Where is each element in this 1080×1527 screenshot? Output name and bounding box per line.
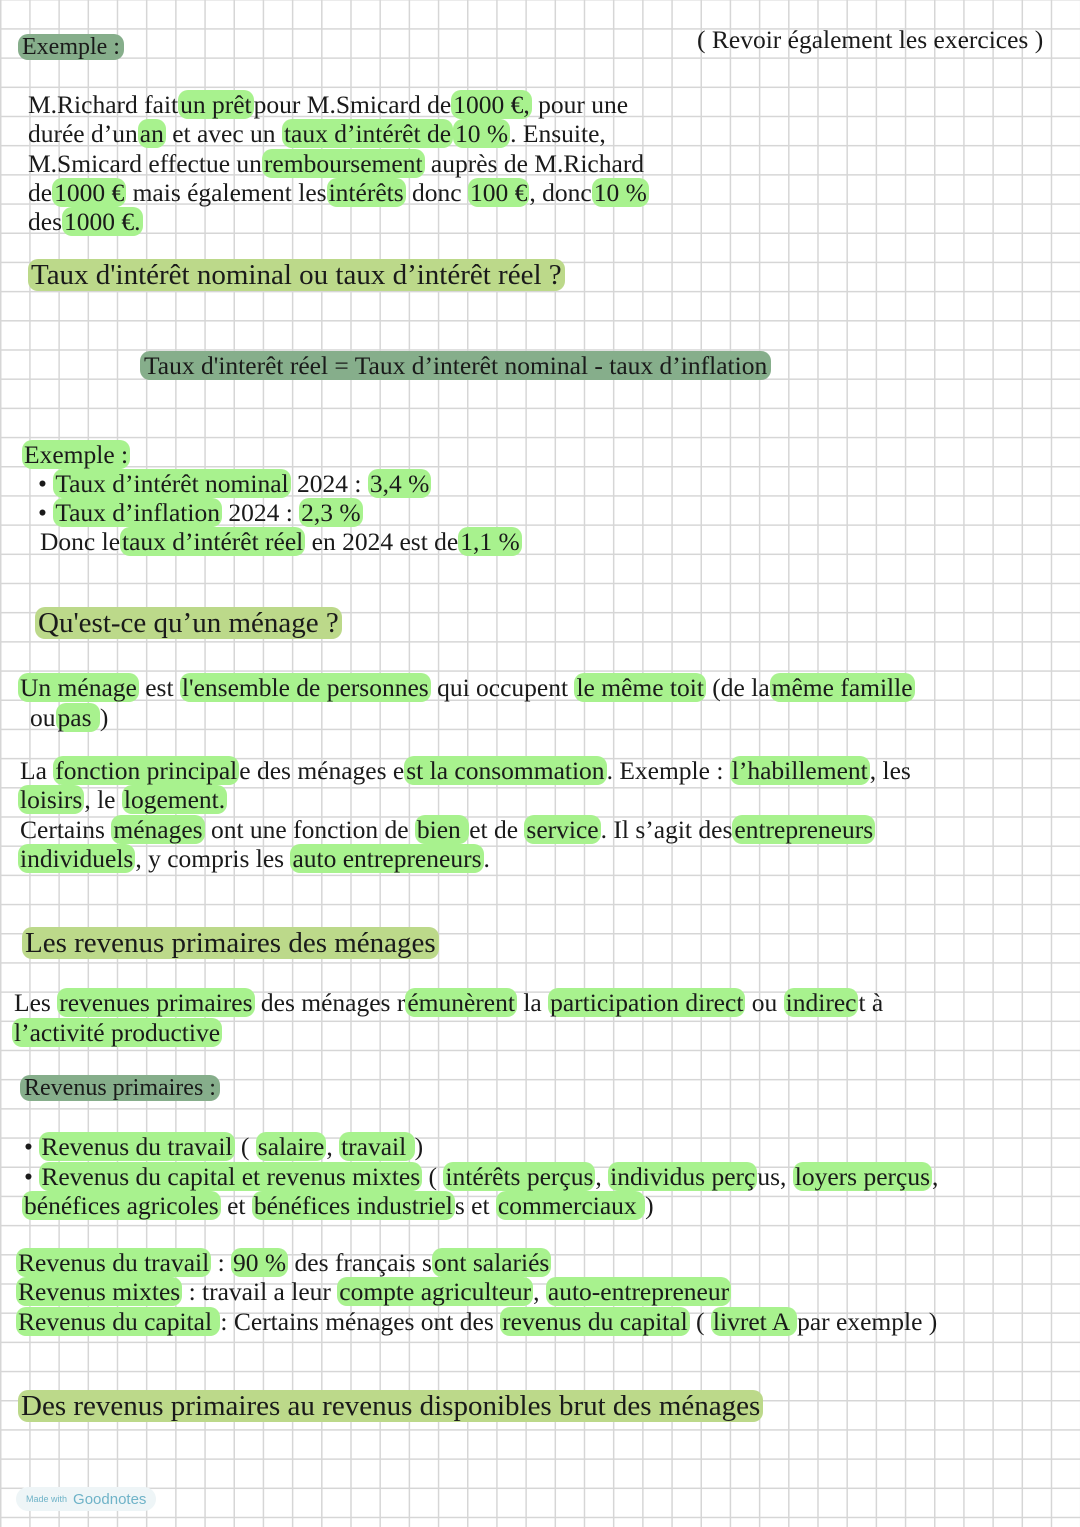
- highlighted-text: fonction principal: [55, 756, 238, 785]
- highlighted-text: taux d’intérêt de: [283, 119, 452, 148]
- highlighted-text: 90 %: [233, 1248, 287, 1277]
- text-segment: ou: [745, 988, 784, 1017]
- bullet-line: [22, 1191, 654, 1221]
- heading-revenus: [22, 928, 439, 958]
- highlighted-text: auto-entrepreneur: [547, 1277, 730, 1306]
- highlighted-text: intérêts perçus: [445, 1162, 594, 1191]
- highlighted-text: 2,3 %: [301, 498, 361, 527]
- highlighted-text: 1000 €.: [64, 207, 141, 236]
- highlighted-text: 1,1 %: [460, 527, 520, 556]
- text-segment: .: [483, 844, 490, 873]
- text-segment: 2024 :: [221, 498, 300, 527]
- text-segment: (: [234, 1132, 256, 1161]
- highlighted-text: loyers perçus: [794, 1162, 931, 1191]
- text-segment: M.Richard fait: [28, 90, 179, 119]
- bullet-line: [24, 1162, 938, 1192]
- paragraph-line: [16, 1277, 731, 1307]
- bullet-line: [24, 1132, 423, 1162]
- text-segment: Certains: [20, 815, 112, 844]
- text-segment: . Exemple :: [606, 756, 730, 785]
- paragraph-line: [16, 1248, 551, 1278]
- text-segment: ont une fonction de: [204, 815, 415, 844]
- goodnotes-badge: [16, 1487, 156, 1511]
- text-segment: des ménages r: [254, 988, 406, 1017]
- highlighted-text: indirec: [785, 988, 857, 1017]
- text-segment: •: [24, 1132, 40, 1161]
- highlighted-text: pas: [57, 703, 98, 732]
- highlighted-text: 10 %: [593, 178, 647, 207]
- text-segment: ,: [595, 1162, 609, 1191]
- text-segment: . Il s’agit des: [600, 815, 733, 844]
- text-segment: ( Revoir également les exercices ): [697, 25, 1044, 54]
- highlighted-text: Taux d'interêt réel = Taux d’interêt nominal - taux d’inflation: [140, 351, 771, 380]
- badge-brand: Goodnotes: [73, 1490, 147, 1508]
- highlighted-text: an: [139, 119, 164, 148]
- highlighted-text: l’activité productive: [14, 1018, 221, 1047]
- highlighted-text: l'ensemble de personnes: [181, 673, 429, 702]
- highlighted-text: l’habillement: [731, 756, 868, 785]
- highlighted-text: Taux d'intérêt nominal ou taux d’intérêt réel ?: [28, 259, 565, 291]
- heading-disponibles: [18, 1391, 763, 1421]
- text-segment: •: [24, 1162, 40, 1191]
- highlighted-text: revenues primaires: [59, 988, 253, 1017]
- highlighted-text: 10 %: [455, 119, 509, 148]
- text-segment: auprès de M.Richard: [424, 149, 645, 178]
- highlighted-text: ont salariés: [433, 1248, 550, 1277]
- highlighted-text: revenus du capital: [502, 1307, 688, 1336]
- text-segment: ,: [326, 1132, 340, 1161]
- paragraph-line: [28, 149, 644, 179]
- exemple-label: [18, 32, 124, 62]
- highlighted-text: travail: [341, 1132, 413, 1161]
- highlighted-text: auto entrepreneurs: [292, 844, 482, 873]
- highlighted-text: salaire: [257, 1132, 325, 1161]
- highlighted-text: un prêt: [180, 90, 252, 119]
- paragraph-line: [14, 988, 883, 1018]
- text-segment: Donc le: [40, 527, 121, 556]
- text-segment: •: [38, 469, 54, 498]
- text-segment: , y compris les: [135, 844, 291, 873]
- paragraph-line: [28, 119, 606, 149]
- highlighted-text: bien: [416, 815, 468, 844]
- text-segment: mais également les: [126, 178, 327, 207]
- highlighted-text: Exemple :: [18, 34, 124, 60]
- highlighted-text: 1000 €: [54, 178, 125, 207]
- text-segment: t à: [858, 988, 884, 1017]
- text-segment: e des ménages e: [239, 756, 405, 785]
- text-segment: (: [422, 1162, 444, 1191]
- bullet-line: [38, 469, 431, 499]
- highlighted-text: Revenus primaires :: [20, 1075, 220, 1101]
- highlighted-text: Exemple :: [24, 440, 129, 469]
- highlighted-text: intérêts: [328, 178, 404, 207]
- text-segment: ): [414, 1132, 424, 1161]
- paragraph-line: [18, 844, 490, 874]
- highlighted-text: Revenus du capital et revenus mixtes: [41, 1162, 421, 1191]
- highlighted-text: taux d’intérêt réel: [122, 527, 304, 556]
- highlighted-text: Des revenus primaires au revenus disponibles brut des ménages: [18, 1390, 763, 1422]
- highlighted-text: bénéfices agricoles: [24, 1191, 219, 1220]
- text-segment: pour une: [531, 90, 629, 119]
- paragraph-line: [30, 703, 108, 733]
- paragraph-line: [28, 207, 143, 237]
- highlighted-text: livret A: [712, 1307, 796, 1336]
- highlighted-text: Taux d’intérêt nominal: [55, 469, 289, 498]
- formula: [140, 351, 771, 381]
- text-segment: ): [645, 1191, 654, 1220]
- highlighted-text: Les revenus primaires des ménages: [22, 927, 439, 959]
- text-segment: M.Smicard effectue un: [28, 149, 262, 178]
- paragraph-line: [28, 178, 649, 208]
- highlighted-text: 3,4 %: [369, 469, 430, 498]
- text-segment: , donc: [529, 178, 592, 207]
- highlighted-text: st la consommation: [406, 756, 605, 785]
- paragraph-line: [12, 1018, 222, 1048]
- heading-taux: [28, 260, 565, 290]
- text-segment: ): [99, 703, 109, 732]
- highlighted-text: Revenus du travail: [18, 1248, 210, 1277]
- text-segment: , les: [869, 756, 911, 785]
- text-segment: donc: [405, 178, 468, 207]
- paragraph-line: [28, 90, 628, 120]
- paragraph-line: [20, 815, 875, 845]
- heading-menage: [35, 608, 342, 638]
- bullet-line: [40, 527, 522, 557]
- text-segment: (: [689, 1307, 711, 1336]
- highlighted-text: 100 €: [469, 178, 528, 207]
- bullet-line: [38, 498, 363, 528]
- highlighted-text: Revenus du capital: [18, 1307, 219, 1336]
- text-segment: est: [138, 673, 180, 702]
- revoir-note: [697, 25, 1043, 55]
- highlighted-text: bénéfices industriel: [253, 1191, 453, 1220]
- highlighted-text: logement.: [123, 785, 226, 814]
- text-segment: durée d’un: [28, 119, 138, 148]
- highlighted-text: 1000 €,: [453, 90, 530, 119]
- highlighted-text: Qu'est-ce qu’un ménage ?: [35, 607, 342, 639]
- highlighted-text: individuels: [20, 844, 134, 873]
- highlighted-text: émunèrent: [407, 988, 515, 1017]
- text-segment: en 2024 est de: [305, 527, 459, 556]
- highlighted-text: entrepreneurs: [734, 815, 874, 844]
- text-segment: par exemple ): [797, 1307, 938, 1336]
- highlighted-text: Revenus mixtes: [18, 1277, 181, 1306]
- highlighted-text: Un ménage: [20, 673, 137, 702]
- text-segment: •: [38, 498, 54, 527]
- paragraph-line: [18, 673, 915, 703]
- text-segment: s et: [454, 1191, 496, 1220]
- text-segment: : Certains ménages ont des: [220, 1307, 501, 1336]
- text-segment: ,: [932, 1162, 939, 1191]
- text-segment: et: [220, 1191, 252, 1220]
- text-segment: des: [28, 207, 62, 236]
- highlighted-text: individus perç: [610, 1162, 756, 1191]
- paragraph-line: [16, 1307, 937, 1337]
- text-segment: (de la: [705, 673, 770, 702]
- text-segment: : travail a leur: [182, 1277, 338, 1306]
- text-segment: :: [211, 1248, 232, 1277]
- revenus-primaires-label: [20, 1073, 220, 1103]
- text-segment: et avec un: [165, 119, 282, 148]
- highlighted-text: commerciaux: [497, 1191, 644, 1220]
- text-segment: des français s: [288, 1248, 432, 1277]
- text-segment: us,: [757, 1162, 793, 1191]
- highlighted-text: Taux d’inflation: [55, 498, 220, 527]
- highlighted-text: Revenus du travail: [41, 1132, 233, 1161]
- text-segment: pour M.Smicard de: [253, 90, 452, 119]
- text-segment: la: [516, 988, 549, 1017]
- highlighted-text: compte agriculteur: [339, 1277, 532, 1306]
- highlighted-text: service: [526, 815, 599, 844]
- paragraph-line: [18, 785, 227, 815]
- paragraph-line: [20, 756, 911, 786]
- text-segment: de: [28, 178, 53, 207]
- text-segment: 2024 :: [290, 469, 368, 498]
- text-segment: ,: [533, 1277, 546, 1306]
- highlighted-text: le même toit: [576, 673, 704, 702]
- text-segment: La: [20, 756, 54, 785]
- highlighted-text: loisirs: [20, 785, 83, 814]
- highlighted-text: remboursement: [263, 149, 423, 178]
- text-segment: , le: [84, 785, 122, 814]
- text-segment: . Ensuite,: [510, 119, 606, 148]
- badge-prefix: Made with: [26, 1494, 68, 1504]
- exemple-label: [22, 440, 130, 470]
- text-segment: Les: [14, 988, 58, 1017]
- text-segment: qui occupent: [430, 673, 575, 702]
- highlighted-text: même famille: [771, 673, 913, 702]
- highlighted-text: participation direct: [550, 988, 744, 1017]
- text-segment: ou: [30, 703, 56, 732]
- text-segment: et de: [469, 815, 525, 844]
- highlighted-text: ménages: [113, 815, 203, 844]
